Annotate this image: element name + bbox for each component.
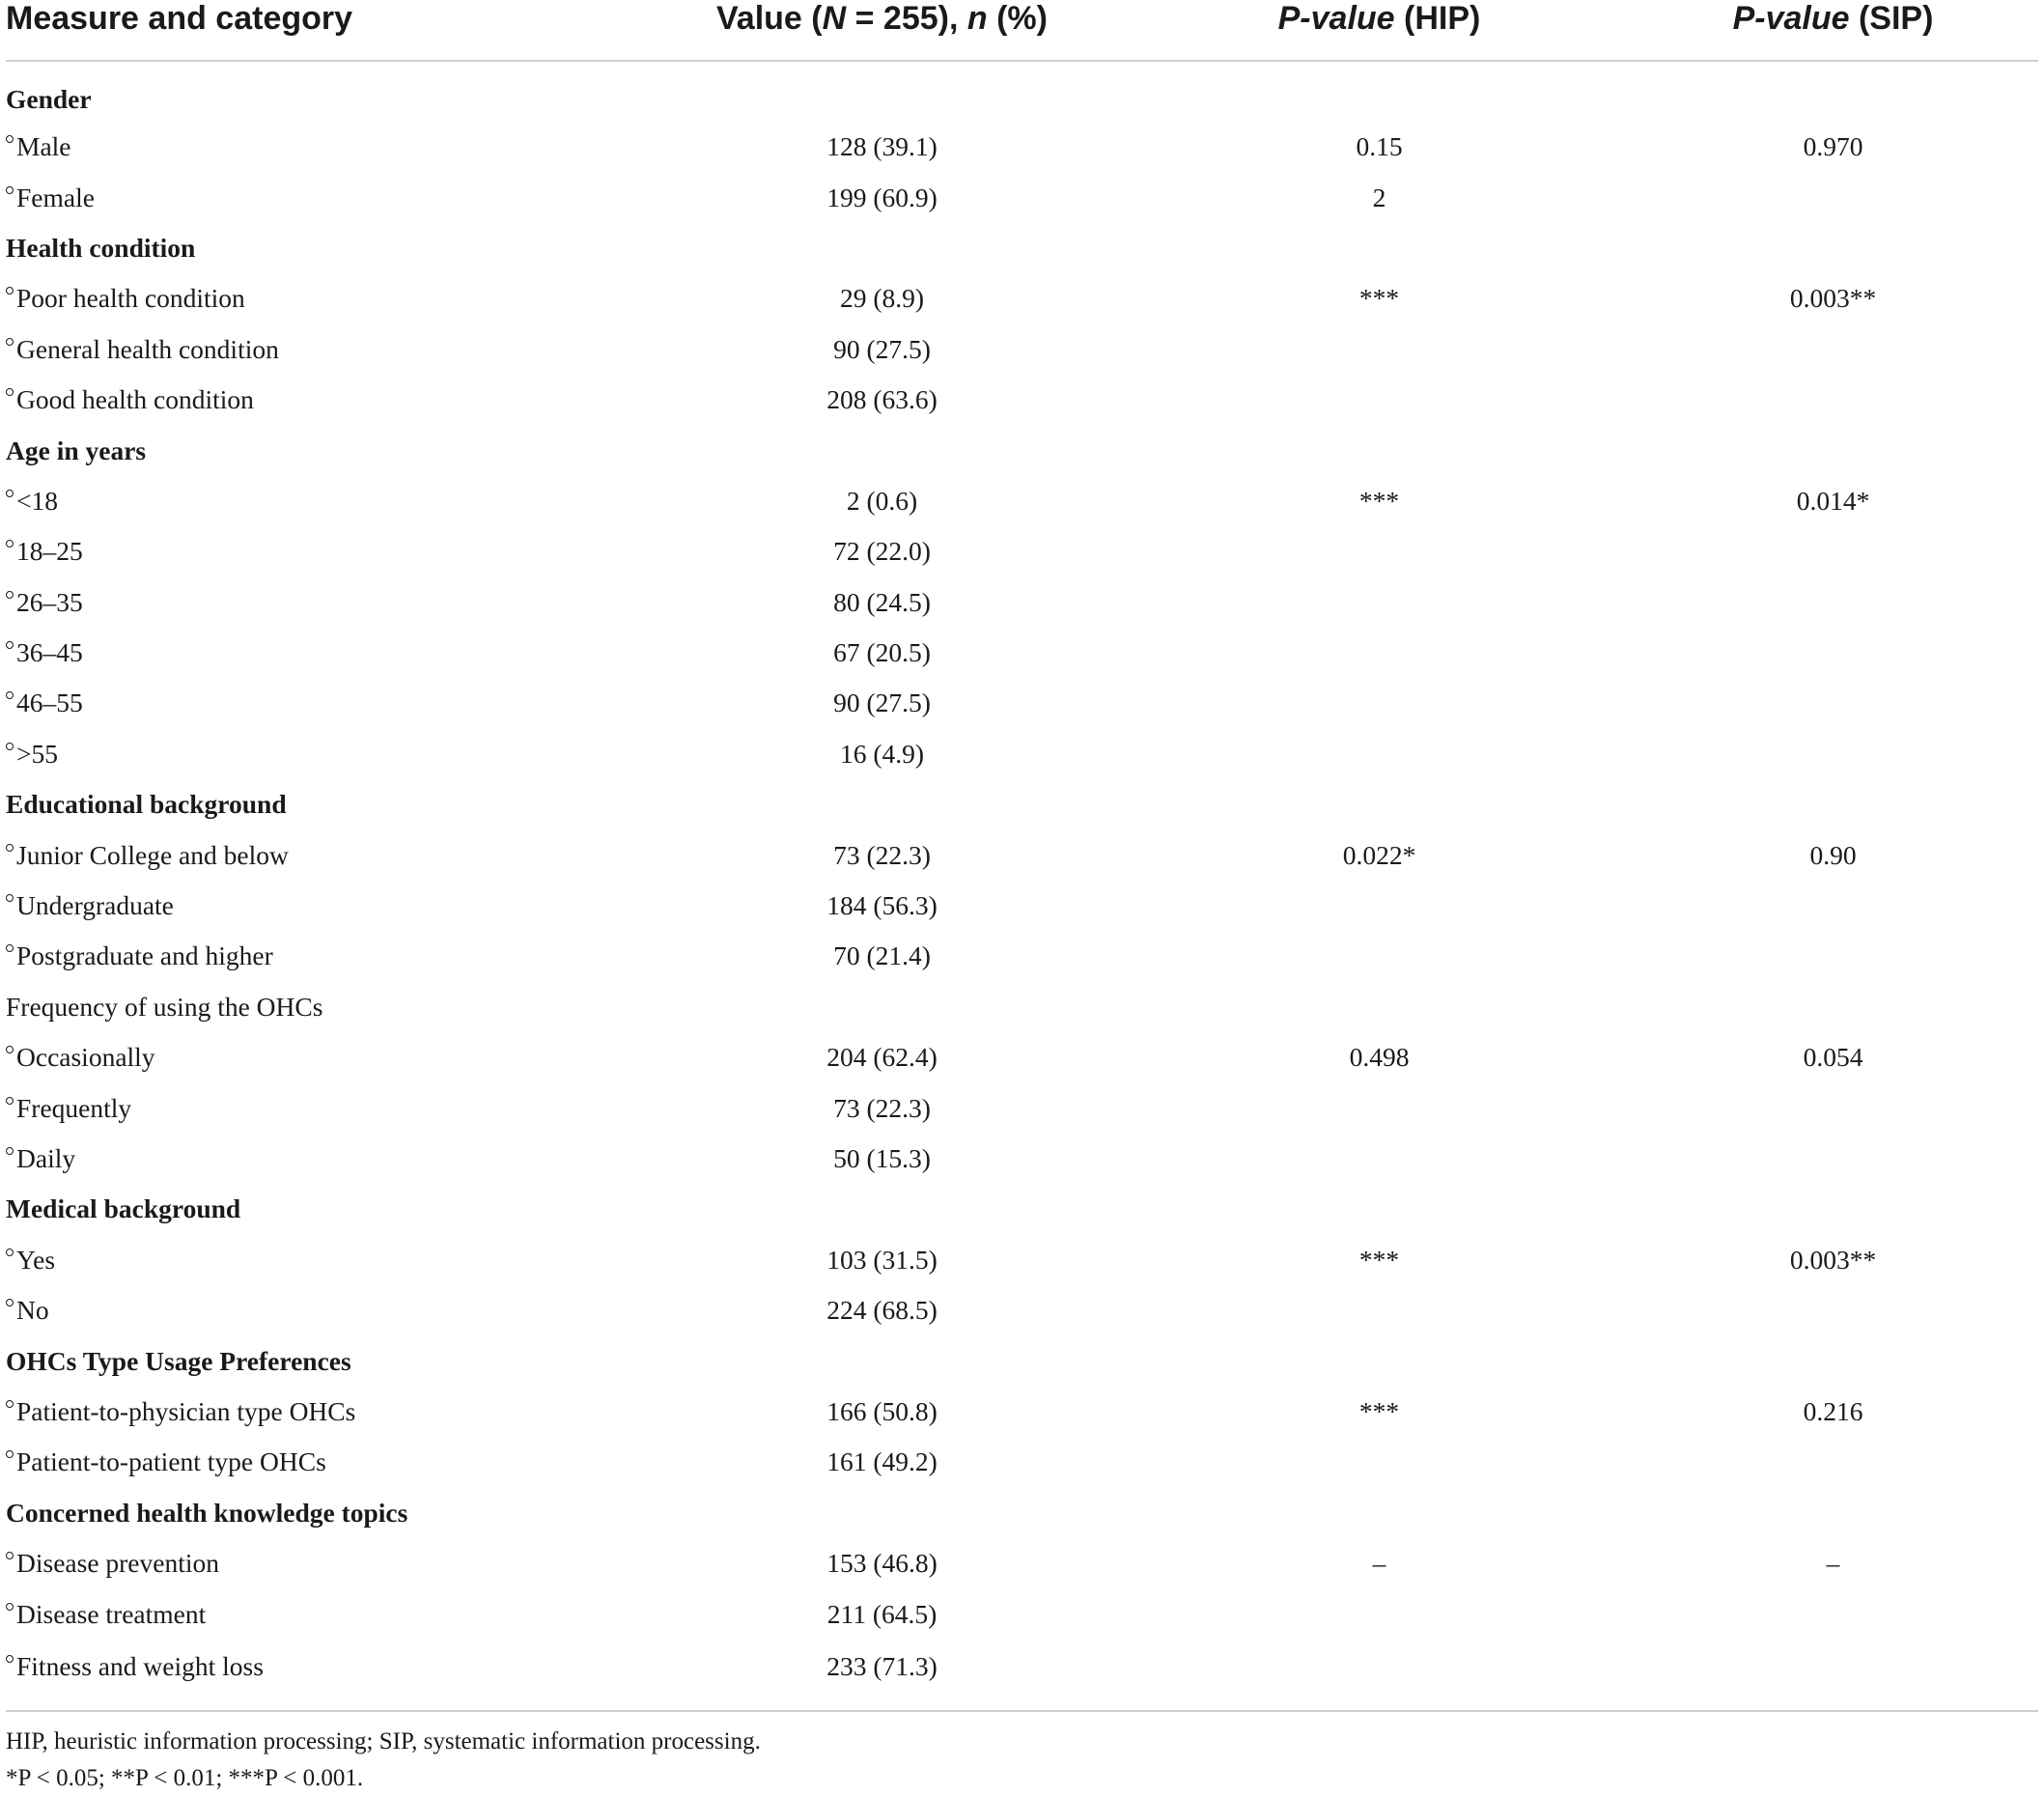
table-row <box>6 1538 2038 1588</box>
header-value: Value (N = 255), n (%) <box>633 0 1131 61</box>
value-cell: 128 (39.1) <box>826 131 938 162</box>
table-row <box>6 1134 2038 1184</box>
item-label: 36–45 <box>16 637 83 668</box>
item-label: Patient-to-physician type OHCs <box>16 1395 356 1426</box>
hip-cell <box>1131 223 1628 273</box>
bullet-icon <box>6 844 14 852</box>
hip-cell <box>1131 1335 1628 1386</box>
value-cell <box>633 1184 1131 1234</box>
sip-cell: 0.90 <box>1809 839 1857 870</box>
category-label: Health condition <box>6 232 196 263</box>
value-cell: 90 (27.5) <box>833 688 931 718</box>
item-label: No <box>16 1295 49 1326</box>
item-label: 46–55 <box>16 688 83 718</box>
hip-cell <box>1131 425 1628 475</box>
value-cell: 153 (46.8) <box>826 1548 938 1579</box>
table-row <box>6 577 2038 628</box>
value-cell: 67 (20.5) <box>833 637 931 668</box>
value-cell: 161 (49.2) <box>826 1446 938 1477</box>
item-label: >55 <box>16 738 59 769</box>
hip-cell: *** <box>1358 283 1400 314</box>
bullet-icon <box>6 186 14 194</box>
table-row <box>6 324 2038 375</box>
item-label: Fitness and weight loss <box>16 1650 264 1681</box>
bullet-icon <box>6 743 14 750</box>
value-cell: 70 (21.4) <box>833 940 931 971</box>
value-cell: 80 (24.5) <box>833 586 931 617</box>
table-row <box>6 1640 2038 1698</box>
hip-cell <box>1131 1488 1628 1538</box>
hip-cell <box>1131 1640 1628 1698</box>
bullet-icon <box>6 641 14 649</box>
category-label: Gender <box>6 84 92 114</box>
table-row <box>6 375 2038 425</box>
category-label: Educational background <box>6 789 287 820</box>
table-row <box>6 931 2038 981</box>
table-bottom-rule <box>6 1710 2038 1712</box>
table-body <box>6 61 2038 1698</box>
hip-cell <box>1131 779 1628 829</box>
value-cell <box>633 223 1131 273</box>
value-cell <box>633 61 1131 122</box>
table-header-row <box>6 0 2038 61</box>
table-row <box>6 122 2038 172</box>
value-cell <box>633 425 1131 475</box>
category-row <box>6 223 2038 273</box>
table-row <box>6 628 2038 678</box>
header-p-value-sip: P-value (SIP) <box>1628 0 2038 61</box>
value-cell: 199 (60.9) <box>826 182 938 212</box>
item-label: Frequently <box>16 1092 132 1123</box>
table-row <box>6 526 2038 576</box>
sip-cell <box>1628 375 2038 425</box>
value-cell: 211 (64.5) <box>826 1598 938 1629</box>
value-cell: 208 (63.6) <box>826 384 938 415</box>
sip-cell <box>1628 1640 2038 1698</box>
hip-cell <box>1131 628 1628 678</box>
value-cell <box>633 779 1131 829</box>
table-row <box>6 172 2038 222</box>
table-row <box>6 881 2038 931</box>
item-label: Male <box>16 131 71 162</box>
sip-cell <box>1628 1134 2038 1184</box>
bullet-icon <box>6 388 14 396</box>
item-label: Disease treatment <box>16 1598 207 1629</box>
bullet-icon <box>6 490 14 497</box>
value-cell: 166 (50.8) <box>826 1395 938 1426</box>
sip-cell: 0.216 <box>1803 1395 1863 1426</box>
sip-cell <box>1628 881 2038 931</box>
value-cell: 50 (15.3) <box>833 1143 931 1173</box>
sip-cell <box>1628 324 2038 375</box>
bullet-icon <box>6 1400 14 1408</box>
header-p-value-hip: P-value (HIP) <box>1131 0 1628 61</box>
value-cell <box>633 1335 1131 1386</box>
hip-cell <box>1131 1285 1628 1335</box>
table-row <box>6 1082 2038 1133</box>
category-label: Age in years <box>6 435 147 465</box>
table-row <box>6 1285 2038 1335</box>
sip-cell <box>1628 1285 2038 1335</box>
sip-cell <box>1628 1335 2038 1386</box>
sip-cell <box>1628 678 2038 728</box>
value-cell: 224 (68.5) <box>826 1295 938 1326</box>
hip-cell <box>1131 375 1628 425</box>
hip-cell <box>1131 1134 1628 1184</box>
sip-cell <box>1628 1437 2038 1487</box>
hip-cell <box>1131 982 1628 1032</box>
item-label: 18–25 <box>16 536 83 567</box>
sip-cell <box>1628 982 2038 1032</box>
category-row <box>6 1488 2038 1538</box>
hip-cell <box>1131 526 1628 576</box>
sip-cell <box>1628 1082 2038 1133</box>
category-label: Medical background <box>6 1193 241 1224</box>
bullet-icon <box>6 1655 14 1663</box>
category-row <box>6 982 2038 1032</box>
item-label: Postgraduate and higher <box>16 940 273 971</box>
table-row <box>6 678 2038 728</box>
table-row <box>6 729 2038 779</box>
category-label: Concerned health knowledge topics <box>6 1497 408 1528</box>
item-label: 26–35 <box>16 586 83 617</box>
value-cell: 73 (22.3) <box>833 839 931 870</box>
table-row <box>6 1387 2038 1437</box>
item-label: Yes <box>16 1244 56 1275</box>
value-cell: 73 (22.3) <box>833 1092 931 1123</box>
sip-cell <box>1628 577 2038 628</box>
value-cell: 103 (31.5) <box>826 1244 938 1275</box>
table-row <box>6 476 2038 526</box>
bullet-icon <box>6 894 14 902</box>
sip-cell <box>1628 931 2038 981</box>
footnote-abbreviations: HIP, heuristic information processing; SIP, systematic information processing. <box>6 1728 761 1754</box>
bullet-icon <box>6 1299 14 1306</box>
hip-cell <box>1131 678 1628 728</box>
item-label: <18 <box>16 485 59 516</box>
category-row <box>6 425 2038 475</box>
value-cell: 29 (8.9) <box>839 283 925 314</box>
bullet-icon <box>6 1097 14 1105</box>
bullet-icon <box>6 338 14 346</box>
bullet-icon <box>6 944 14 952</box>
category-row <box>6 779 2038 829</box>
hip-cell: – <box>1372 1548 1386 1579</box>
hip-cell: 2 <box>1372 182 1386 212</box>
table-row <box>6 273 2038 323</box>
sip-cell: – <box>1826 1548 1840 1579</box>
value-cell: 233 (71.3) <box>826 1650 938 1681</box>
bullet-icon <box>6 591 14 599</box>
bullet-icon <box>6 1147 14 1155</box>
hip-cell <box>1131 1082 1628 1133</box>
demographics-table <box>6 0 2038 1698</box>
hip-cell <box>1131 1184 1628 1234</box>
sip-cell <box>1628 1184 2038 1234</box>
item-label: Junior College and below <box>16 839 289 870</box>
hip-cell: *** <box>1358 1395 1400 1426</box>
bullet-icon <box>6 1552 14 1559</box>
sip-cell <box>1628 1488 2038 1538</box>
table-row <box>6 829 2038 880</box>
sip-cell <box>1628 526 2038 576</box>
sip-cell: 0.014* <box>1796 485 1870 516</box>
hip-cell: 0.498 <box>1349 1042 1410 1073</box>
sip-cell <box>1628 425 2038 475</box>
hip-cell <box>1131 1588 1628 1639</box>
value-cell: 72 (22.0) <box>833 536 931 567</box>
hip-cell <box>1131 931 1628 981</box>
hip-cell <box>1131 881 1628 931</box>
sip-cell <box>1628 779 2038 829</box>
value-cell: 2 (0.6) <box>846 485 918 516</box>
sip-cell <box>1628 223 2038 273</box>
bullet-icon <box>6 1046 14 1053</box>
item-label: Poor health condition <box>16 283 245 314</box>
item-label: General health condition <box>16 333 279 364</box>
header-measure-category: Measure and category <box>6 0 633 61</box>
table-row <box>6 1437 2038 1487</box>
sip-cell <box>1628 729 2038 779</box>
value-cell: 184 (56.3) <box>826 890 938 921</box>
bullet-icon <box>6 287 14 295</box>
value-cell <box>633 1488 1131 1538</box>
sip-cell: 0.054 <box>1803 1042 1863 1073</box>
hip-cell <box>1131 729 1628 779</box>
hip-cell <box>1131 577 1628 628</box>
hip-cell <box>1131 1437 1628 1487</box>
category-row <box>6 1335 2038 1386</box>
sip-cell: 0.003** <box>1789 283 1877 314</box>
bullet-icon <box>6 1450 14 1458</box>
sip-cell: 0.003** <box>1789 1244 1877 1275</box>
hip-cell: *** <box>1358 485 1400 516</box>
value-cell: 204 (62.4) <box>826 1042 938 1073</box>
bullet-icon <box>6 135 14 143</box>
value-cell: 16 (4.9) <box>839 738 925 769</box>
item-label: Daily <box>16 1143 76 1173</box>
item-label: Good health condition <box>16 384 254 415</box>
category-row <box>6 1184 2038 1234</box>
item-label: Female <box>16 182 95 212</box>
value-cell: 90 (27.5) <box>833 333 931 364</box>
bullet-icon <box>6 1603 14 1611</box>
sip-cell: 0.970 <box>1803 131 1863 162</box>
bullet-icon <box>6 691 14 699</box>
sip-cell <box>1628 1588 2038 1639</box>
item-label: Undergraduate <box>16 890 174 921</box>
bullet-icon <box>6 1249 14 1256</box>
item-label: Occasionally <box>16 1042 155 1073</box>
item-label: Patient-to-patient type OHCs <box>16 1446 326 1477</box>
hip-cell: 0.15 <box>1356 131 1403 162</box>
hip-cell <box>1131 324 1628 375</box>
item-label: Disease prevention <box>16 1548 219 1579</box>
bullet-icon <box>6 540 14 547</box>
footnote-significance: *P < 0.05; **P < 0.01; ***P < 0.001. <box>6 1765 364 1791</box>
hip-cell <box>1131 61 1628 122</box>
table-row <box>6 1588 2038 1639</box>
sip-cell <box>1628 628 2038 678</box>
table-row <box>6 1235 2038 1285</box>
table-row <box>6 1032 2038 1082</box>
sip-cell <box>1628 61 2038 122</box>
category-label: OHCs Type Usage Preferences <box>6 1345 351 1376</box>
category-row <box>6 61 2038 122</box>
hip-cell: *** <box>1358 1244 1400 1275</box>
value-cell <box>633 982 1131 1032</box>
sip-cell <box>1628 172 2038 222</box>
category-label: Frequency of using the OHCs <box>6 991 323 1022</box>
hip-cell: 0.022* <box>1342 839 1416 870</box>
